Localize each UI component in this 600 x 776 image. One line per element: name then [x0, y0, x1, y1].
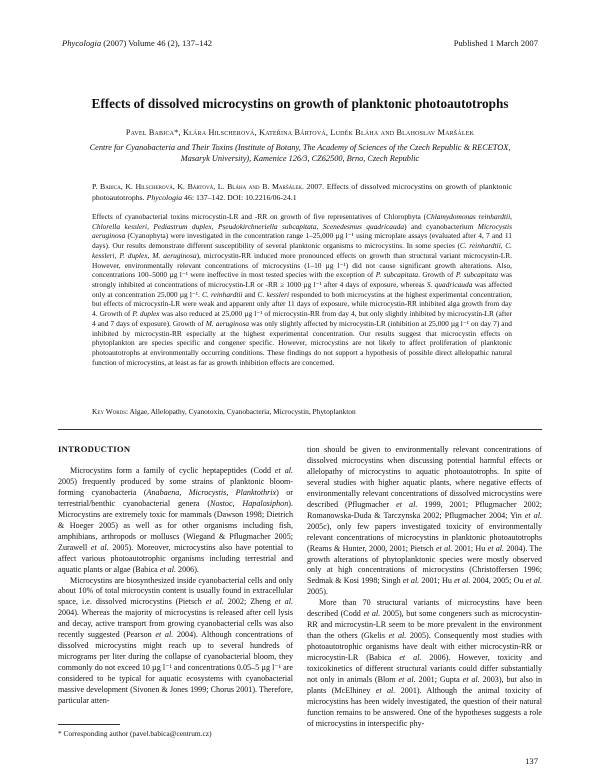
text-run: et al. — [402, 576, 420, 586]
text-run: et al. — [435, 543, 453, 553]
text-run: et al. — [524, 510, 542, 520]
text-run: et al. — [159, 564, 176, 574]
citation-block — [92, 182, 512, 203]
text-run: 2004). Although concentrations of dissolved microcystins might reach up to several hundreds of micrograms per liter during the collapse of cyanobacterial bloom, they commonly do not exceed 10 µg l⁻¹ and concentrations 0.05–5 µg l⁻¹ are considered to be typical for aquatic ecosystems with cyanobacterial massive development (Sivonen & Jones 1999; Chorus 2001). Therefore, particular atten- — [58, 630, 293, 706]
page-number: 137 — [525, 756, 538, 766]
keywords-label: Key Words: — [92, 407, 129, 416]
citation-pages: 46: 137–142. DOI: 10.2216/06-24.1 — [182, 192, 297, 202]
text-run: Anabaena, Microcystis, Planktothrix — [146, 487, 277, 497]
text-run: 2001; Hu — [452, 543, 488, 553]
text-run: et al. — [462, 675, 480, 685]
text-run: ) or terrestrial/benthic cyanobacterial genera ( — [58, 487, 293, 508]
text-run: M. aeruginosa — [205, 318, 250, 328]
text-run: Microcystins form a family of cyclic heptapeptides (Codd — [70, 466, 275, 475]
text-run: 2005). — [307, 587, 328, 597]
text-run: ). Microcystins are extremely toxic for mammals (Dawson 1998; Dietrich & Hoeger 2005) as well as for other organisms including fish, amphibians, arthropods or molluscs (Wiegand & Pflugmacher 2005; Zurawell — [58, 498, 293, 552]
text-run: 2004). The growth alterations of phytoplanktonic species were mostly observed only at high concentrations of microcystins (Christoffersen 1996; Sedmak & Kosi 1998; Singh — [307, 543, 542, 586]
text-run: 2005c), only few papers investigated toxicity of environmentally relevant concentrations of microcystins in planktonic photoautotrophs (Reams & Hunter, 2000, 2001; Pietsch — [307, 521, 542, 553]
text-run: was only slightly affected by microcystin-LR (inhibition at 25,000 µg l⁻¹ on day 7) and inhibited by microcystin-RR especially at the highest experimental concentration. Our results suggest that microcystin effects on phytoplankton are species specific and congener specific. However, microcystins are not likely to affect proliferation of planktonic photoautotrophs at environmentally occurring conditions. These findings do not support a hypothesis of possible direct allelopathic natural function of microcystins, at least as far as growth inhibition effects are concerned. — [92, 318, 512, 367]
body-column-right — [307, 445, 542, 730]
text-run: et al. — [487, 543, 505, 553]
text-run: C. reinhardtii, C. kessleri, P. duplex, M. aeruginosa — [92, 241, 512, 260]
text-run: Chlamydomonas reinhardtii, Chlorella kessleri, Pediastrum duplex, Pseudokirchneriella subcapitata, Scenedesmus quadricauda — [92, 212, 512, 231]
text-run: C. kessleri — [257, 289, 290, 299]
text-run: Microcystins are biosynthesized inside cyanobacterial cells and only about 10% of total microcystin content is usually found in extracellular space, i.e. dissolved microcystins (Pietsch — [58, 575, 293, 607]
text-run: et al. — [399, 653, 422, 663]
text-run: 2006). — [176, 564, 199, 574]
volume-info: (2007) Volume 46 (2), 137–142 — [101, 38, 213, 48]
text-run: ) and cyanobacterium — [404, 221, 478, 231]
text-run: and — [242, 289, 258, 299]
section-divider — [58, 429, 542, 430]
text-run: 2004, 2005; Ou — [470, 576, 526, 586]
text-run: was strongly inhibited at concentrations of microcystin-LR or -RR ≥ 1000 µg l⁻¹ after 4 days of exposure, whereas — [92, 270, 513, 290]
body-column-left — [58, 466, 293, 707]
text-run: ), microcystin-RR induced more pronounced effects on growth than structural variant microcystin-LR. However, environmentally relevant concentrations of microcystins (1–10 µg l⁻¹) did not cause significant growth alterations. Also, concentrations 100–5000 µg l⁻¹ were ineffective in most tested species with the exception of — [92, 250, 512, 280]
text-run: 2005). Consequently most studies with photoautotrophic organisms have dealt with either microcystin-RR or microcystin-LR (Babica — [307, 631, 542, 663]
text-run: 2005) frequently produced by some strains of planktonic bloom-forming cyanobacteria ( — [58, 476, 293, 497]
text-run: 1999, 2001; Pflugmacher 2002; Romanowska-Duda & Tarczynska 2002; Pflugmacher 2004; Yin — [307, 499, 543, 520]
keywords — [92, 407, 512, 416]
text-run: et al. — [525, 576, 543, 586]
abstract — [92, 212, 512, 368]
text-run: 2004). Whereas the majority of microcystins is released after cell lysis and decay, active transport from growing cyanobacterial cells was also recently suggested (Pearson — [58, 608, 293, 640]
text-run: 2006). However, toxicity and toxicokinetics of different structural variants could differ substantially not only in animals (Blom — [307, 653, 542, 685]
text-run: was affected only at concentration 25,000 µg l⁻¹. — [92, 280, 512, 299]
citation-text: 2007. Effects of dissolved microcystins on growth of planktonic photoautotrophs. — [92, 182, 512, 202]
text-run: P. duplex — [132, 309, 160, 319]
paragraph — [58, 466, 293, 576]
text-run: et al. — [274, 466, 294, 475]
text-run: et al. — [454, 576, 471, 586]
citation-authors: P. Babica, K. Hilscherová, K. Bártová, L. Bláha and B. Maršálek. — [92, 182, 304, 191]
author-list: Pavel Babica*, Klára Hilscherová, Kateřina Bártová, Luděk Bláha and Blahoslav Maršálek — [125, 128, 475, 137]
footnote: * Corresponding author (pavel.babica@centrum.cz) — [58, 729, 212, 738]
text-run: et al. — [363, 609, 381, 619]
text-run: et al. — [388, 631, 407, 641]
text-run: 2005), but some congeners such as microcystin-RR and microcystin-LR seem to be more prevalent in the environment than the others (Gkelis — [307, 609, 542, 641]
text-run: 2001; Hu — [419, 576, 455, 586]
journal-name: Phycologia — [62, 38, 102, 48]
paragraph — [307, 445, 542, 598]
text-run: C. reinhardtii — [202, 289, 243, 299]
text-run: et al. — [375, 685, 396, 695]
affiliation: Centre for Cyanobacteria and Their Toxins (Institute of Botany, The Academy of Sciences of the Czech Republic & RECETOX, Masaryk University), Kamenice 126/3, CZ62500, Brno, Czech Republic — [89, 143, 511, 163]
text-run: More than 70 structural variants of microcystins have been described (Codd — [307, 598, 542, 619]
text-run: 2003), but also in plants (McElhiney — [307, 675, 542, 695]
text-run: 2005). Moreover, microcystins also have potential to affect various photoautotrophic organisms including terrestrial and aquatic plants or algae (Babica — [58, 542, 293, 574]
text-run: 2001; Gupta — [415, 675, 463, 685]
text-run: 2001). Although the animal toxicity of microcystins has been widely investigated, the question of their natural function remains to be answered. One of the hypotheses suggests a role of microcystins in interspecific phy- — [307, 685, 543, 728]
paragraph — [307, 598, 542, 729]
keywords-text: Algae, Allelopathy, Cyanotoxin, Cyanobacteria, Microcystin, Phytoplankton — [128, 407, 356, 416]
running-header-journal — [62, 38, 212, 48]
text-run: Nostoc, Hapalosiphon — [210, 498, 289, 508]
text-run: responded to both microcystins at the highest experimental concentration, but effects of microcystin-LR were weak and apparent only after 11 days of exposure, while microcystin-RR inhibited alga growth from day 4. Growth of — [92, 289, 513, 319]
text-run: Effects of cyanobacterial toxins microcystin-LR and -RR on growth of five representatives of Chlorophyta ( — [92, 212, 427, 221]
text-run: tion should be given to environmentally relevant concentrations of dissolved microcystins when discussing potential harmful effects or allelopathy of microcystins to aquatic photoautotrophs. In spite of several studies with higher aquatic plants, where negative effects of environmentally relevant concentrations of dissolved microcystins were described (Pflugmacher — [307, 445, 542, 509]
paragraph — [58, 576, 293, 707]
text-run: S. quadricauda — [426, 280, 473, 290]
text-run: et al. — [396, 499, 418, 509]
text-run: (Cyanophyta) were investigated in the concentration range 1–25,000 µg l⁻¹ using microplate assays (evaluated after 4, 7 and 11 days). Our results demonstrate different susceptibility of several planktonic organisms to microcystins. In some species ( — [92, 231, 512, 251]
text-run: 2002; Zheng — [223, 597, 275, 607]
text-run: P. subcapitata — [375, 270, 419, 280]
text-run: . Growth of — [418, 270, 456, 280]
text-run: et al. — [205, 597, 224, 607]
section-heading: INTRODUCTION — [58, 444, 131, 454]
running-header-published: Published 1 March 2007 — [453, 38, 538, 48]
text-run: was also reduced at 25,000 µg l⁻¹ of microcystin-RR from day 4, but only slightly inhibited by microcystin-LR (after 4 and 7 days of exposure). Growth of — [92, 309, 513, 328]
text-run: P. subcapitata — [455, 270, 499, 280]
article-title: Effects of dissolved microcystins on growth of planktonic photoautotrophs — [91, 96, 509, 111]
footnote-rule — [58, 724, 120, 725]
citation-journal: Phycologia — [146, 192, 183, 202]
text-run: et al. — [274, 597, 293, 607]
text-run: et al. — [90, 542, 109, 552]
text-run: et al. — [398, 675, 416, 685]
text-run: Microcystis aeruginosa — [92, 221, 512, 241]
text-run: et al. — [155, 630, 174, 640]
